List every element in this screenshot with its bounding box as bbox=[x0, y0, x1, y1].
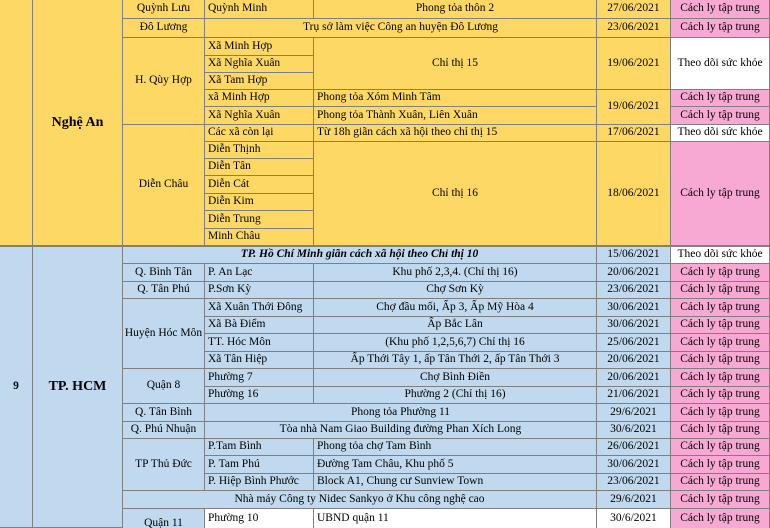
province-hcm: TP. HCM bbox=[33, 246, 123, 528]
date-cell: 30/06/2021 bbox=[597, 299, 671, 317]
date-cell: 23/06/2021 bbox=[597, 19, 671, 38]
measure-cell: Chợ Bình Điền bbox=[314, 369, 597, 387]
status-cell: Cách ly tập trung bbox=[671, 19, 770, 38]
status-cell: Cách ly tập trung bbox=[671, 264, 770, 282]
date-cell: 15/06/2021 bbox=[597, 246, 671, 264]
status-cell: Cách ly tập trung bbox=[671, 317, 770, 334]
place-cell: Xã Nghĩa Xuân bbox=[205, 107, 314, 125]
place-cell: Xã Xuân Thới Đông bbox=[205, 299, 314, 317]
place-cell: Xã Minh Hợp bbox=[205, 38, 314, 56]
unit-cell: Q. Tân Phú bbox=[123, 282, 205, 299]
stt-cell-nghe-an bbox=[0, 0, 33, 246]
date-cell: 23/06/2021 bbox=[597, 282, 671, 299]
date-cell: 20/06/2021 bbox=[597, 352, 671, 369]
measure-cell: UBND quận 11 bbox=[314, 509, 597, 528]
place-cell: Các xã còn lại bbox=[205, 125, 314, 142]
measure-cell: Phong tỏa Thành Xuân, Liên Xuân bbox=[314, 107, 597, 125]
date-cell: 18/06/2021 bbox=[597, 142, 671, 246]
status-cell: Cách ly tập trung bbox=[671, 282, 770, 299]
place-cell: Diễn Tân bbox=[205, 159, 314, 176]
measure-cell: Chợ đầu mối, Ấp 3, Ấp Mỹ Hòa 4 bbox=[314, 299, 597, 317]
date-cell: 25/06/2021 bbox=[597, 334, 671, 352]
unit-cell: Q. Tân Bình bbox=[123, 404, 205, 422]
date-cell: 27/06/2021 bbox=[597, 0, 671, 19]
measure-cell: Phường 2 (Chỉ thị 16) bbox=[314, 387, 597, 404]
date-cell: 19/06/2021 bbox=[597, 38, 671, 90]
date-cell: 30/06/2021 bbox=[597, 456, 671, 474]
date-cell: 26/06/2021 bbox=[597, 439, 671, 456]
status-cell: Cách ly tập trung bbox=[671, 352, 770, 369]
place-cell: Minh Châu bbox=[205, 229, 314, 246]
measure-cell: Khu phố 2,3,4. (Chỉ thị 16) bbox=[314, 264, 597, 282]
place-cell: xã Minh Hợp bbox=[205, 90, 314, 107]
hcm-header-text: TP. Hồ Chí Minh giãn cách xã hội theo Chỉ thị 10 bbox=[123, 246, 597, 264]
unit-cell: Q. Phú Nhuận bbox=[123, 422, 205, 439]
place-cell: Xã Tân Hiệp bbox=[205, 352, 314, 369]
unit-cell: Quỳnh Lưu bbox=[123, 0, 205, 19]
status-cell: Cách ly tập trung bbox=[671, 474, 770, 491]
unit-label: Quận 11 bbox=[144, 517, 183, 528]
province-nghe-an: Nghệ An bbox=[33, 0, 123, 246]
status-cell: Cách ly tập trung bbox=[671, 90, 770, 107]
status-cell: Cách ly tập trung bbox=[671, 299, 770, 317]
status-cell: Theo dõi sức khỏe bbox=[671, 38, 770, 90]
place-cell: Diễn Kim bbox=[205, 194, 314, 211]
unit-cell bbox=[123, 509, 205, 528]
status-cell: Cách ly tập trung bbox=[671, 334, 770, 352]
place-cell: P. Tam Phú bbox=[205, 456, 314, 474]
status-cell: Theo dõi sức khỏe bbox=[671, 246, 770, 264]
measure-cell: Phong tỏa thôn 2 bbox=[314, 0, 597, 19]
stt-cell-hcm: 9 bbox=[0, 246, 33, 528]
unit-cell: H. Qùy Hợp bbox=[123, 38, 205, 125]
date-cell: 19/06/2021 bbox=[597, 90, 671, 125]
measure-cell: (Khu phố 1,2,5,6,7) Chỉ thị 16 bbox=[314, 334, 597, 352]
place-cell: Diễn Thịnh bbox=[205, 142, 314, 159]
place-cell: Phường 16 bbox=[205, 387, 314, 404]
date-cell: 29/6/2021 bbox=[597, 404, 671, 422]
unit-cell: Huyện Hóc Môn bbox=[123, 299, 205, 369]
status-cell: Cách ly tập trung bbox=[671, 491, 770, 509]
measure-cell: Phong tỏa Xóm Minh Tâm bbox=[314, 90, 597, 107]
place-cell: Xã Tam Hợp bbox=[205, 73, 314, 90]
status-cell: Cách ly tập trung bbox=[671, 404, 770, 422]
status-cell: Cách ly tập trung bbox=[671, 509, 770, 528]
unit-cell: TP Thủ Đức bbox=[123, 439, 205, 491]
unit-cell: Q. Bình Tân bbox=[123, 264, 205, 282]
date-cell: 30/6/2021 bbox=[597, 422, 671, 439]
place-cell: P. An Lạc bbox=[205, 264, 314, 282]
measure-cell: Block A1, Chung cư Sunview Town bbox=[314, 474, 597, 491]
place-cell: P.Tam Bình bbox=[205, 439, 314, 456]
status-cell: Cách ly tập trung bbox=[671, 387, 770, 404]
measure-cell: Phong tỏa chợ Tam Bình bbox=[314, 439, 597, 456]
measure-cell: Đường Tam Châu, Khu phố 5 bbox=[314, 456, 597, 474]
place-cell: Diễn Cát bbox=[205, 176, 314, 194]
unit-cell: Đô Lương bbox=[123, 19, 205, 38]
date-cell: 23/06/2021 bbox=[597, 474, 671, 491]
status-cell: Cách ly tập trung bbox=[671, 369, 770, 387]
place-cell: Quỳnh Minh bbox=[205, 0, 314, 19]
status-cell: Cách ly tập trung bbox=[671, 142, 770, 246]
place-cell: Diễn Trung bbox=[205, 211, 314, 229]
place-cell: Xã Nghĩa Xuân bbox=[205, 56, 314, 73]
date-cell: 21/06/2021 bbox=[597, 387, 671, 404]
measure-cell: Tòa nhà Nam Giao Building đường Phan Xích Long bbox=[205, 422, 597, 439]
unit-cell: Diễn Châu bbox=[123, 125, 205, 246]
status-cell: Cách ly tập trung bbox=[671, 107, 770, 125]
date-cell: 29/6/2021 bbox=[597, 491, 671, 509]
place-cell: Phường 10 bbox=[205, 509, 314, 528]
measure-cell: Từ 18h giãn cách xã hội theo chỉ thị 15 bbox=[314, 125, 597, 142]
place-cell: Xã Bà Điểm bbox=[205, 317, 314, 334]
measure-cell: Chỉ thị 16 bbox=[314, 142, 597, 246]
measure-cell: Chỉ thị 15 bbox=[314, 38, 597, 90]
status-cell: Cách ly tập trung bbox=[671, 0, 770, 19]
place-cell: TT. Hóc Môn bbox=[205, 334, 314, 352]
status-cell: Cách ly tập trung bbox=[671, 456, 770, 474]
date-cell: 30/6/2021 bbox=[597, 509, 671, 528]
measure-cell: Ấp Bắc Lân bbox=[314, 317, 597, 334]
measure-cell: Ấp Thới Tây 1, ấp Tân Thới 2, ấp Tân Thới 3 bbox=[314, 352, 597, 369]
measure-cell: Phong tỏa Phường 11 bbox=[205, 404, 597, 422]
unit-cell: Quận 8 bbox=[123, 369, 205, 404]
status-cell: Cách ly tập trung bbox=[671, 422, 770, 439]
date-cell: 20/06/2021 bbox=[597, 369, 671, 387]
place-cell: P. Hiệp Bình Phước bbox=[205, 474, 314, 491]
date-cell: 30/06/2021 bbox=[597, 317, 671, 334]
date-cell: 20/06/2021 bbox=[597, 264, 671, 282]
measure-cell: Trụ sở làm việc Công an huyện Đô Lương bbox=[205, 19, 597, 38]
place-cell: Phường 7 bbox=[205, 369, 314, 387]
place-cell: P.Sơn Kỳ bbox=[205, 282, 314, 299]
date-cell: 17/06/2021 bbox=[597, 125, 671, 142]
measure-cell: Chợ Sơn Kỳ bbox=[314, 282, 597, 299]
status-cell: Cách ly tập trung bbox=[671, 439, 770, 456]
status-cell: Theo dõi sức khỏe bbox=[671, 125, 770, 142]
measure-cell: Nhà máy Công ty Nidec Sankyo ở Khu công nghệ cao bbox=[123, 491, 597, 509]
